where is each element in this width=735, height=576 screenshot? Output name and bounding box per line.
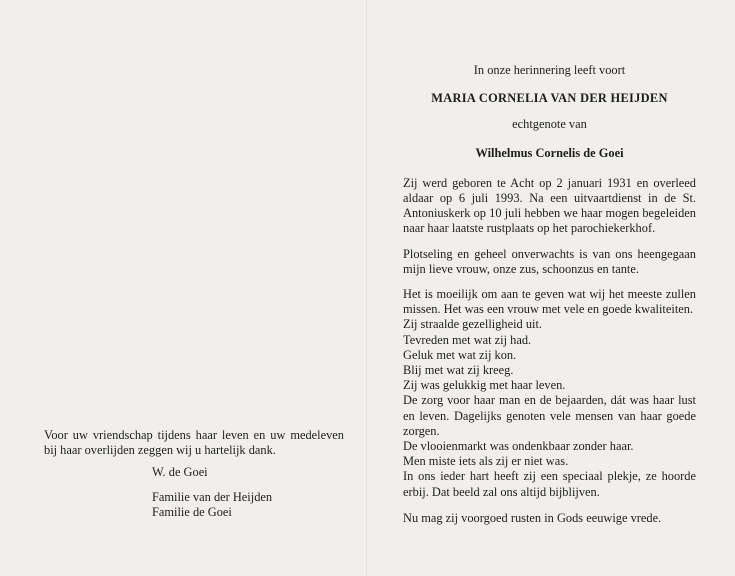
memory-line: Geluk met wat zij kon.	[403, 347, 517, 362]
intro-line: In onze herinnering leeft voort	[473, 63, 626, 77]
spouse-intro: echtgenote van	[512, 117, 587, 132]
card-fold	[366, 0, 368, 576]
memory-lines	[403, 317, 696, 393]
care-paragraph: De zorg voor haar man en de bejaarden, dát was haar lust en leven. Dagelijks genoten vele mensen van haar goede zorgen.	[403, 393, 696, 438]
memory-intro: Het is moeilijk om aan te geven wat wij het meeste zullen missen. Het was een vrouw met vele en goede kwaliteiten.	[403, 287, 696, 317]
sudden-paragraph: Plotseling en geheel onverwachts is van ons heengegaan mijn lieve vrouw, onze zus, schoonzus en tante.	[403, 246, 696, 276]
memory-line: Zij straalde gezelligheid uit.	[403, 317, 543, 332]
signature-family-heijden: Familie van der Heijden	[152, 489, 273, 504]
memory-line: De vlooienmarkt was ondenkbaar zonder haar.	[403, 439, 634, 454]
memory-line: Men miste iets als zij er niet was.	[403, 454, 569, 469]
thanks-text: Voor uw vriendschap tijdens haar leven en uw medeleven bij haar overlijden zeggen wij u hartelijk dank.	[44, 428, 344, 458]
signature-family-goei: Familie de Goei	[152, 504, 232, 519]
spouse-name: Wilhelmus Cornelis de Goei	[475, 145, 624, 160]
memory-line: Tevreden met wat zij had.	[403, 332, 532, 347]
deceased-name: MARIA CORNELIA VAN DER HEIJDEN	[431, 91, 668, 106]
signature-name: W. de Goei	[152, 465, 208, 480]
closing-line: Nu mag zij voorgoed rusten in Gods eeuwige vrede.	[403, 510, 662, 525]
left-panel	[44, 428, 344, 520]
bio-paragraph: Zij werd geboren te Acht op 2 januari 1931 en overleed aldaar op 6 juli 1993. Na een uitvaartdienst in de St. Antoniuskerk op 10 juli hebben we haar mogen begeleiden naar haar laatste rustplaats op het parochiekerkhof.	[403, 175, 696, 236]
memory-lines-2	[403, 439, 696, 469]
memory-line: Zij was gelukkig met haar leven.	[403, 378, 566, 393]
heart-paragraph: In ons ieder hart heeft zij een speciaal plekje, ze hoorde erbij. Dat beeld zal ons altijd bijblijven.	[403, 469, 696, 499]
right-panel	[403, 63, 696, 526]
memory-line: Blij met wat zij kreeg.	[403, 363, 514, 378]
